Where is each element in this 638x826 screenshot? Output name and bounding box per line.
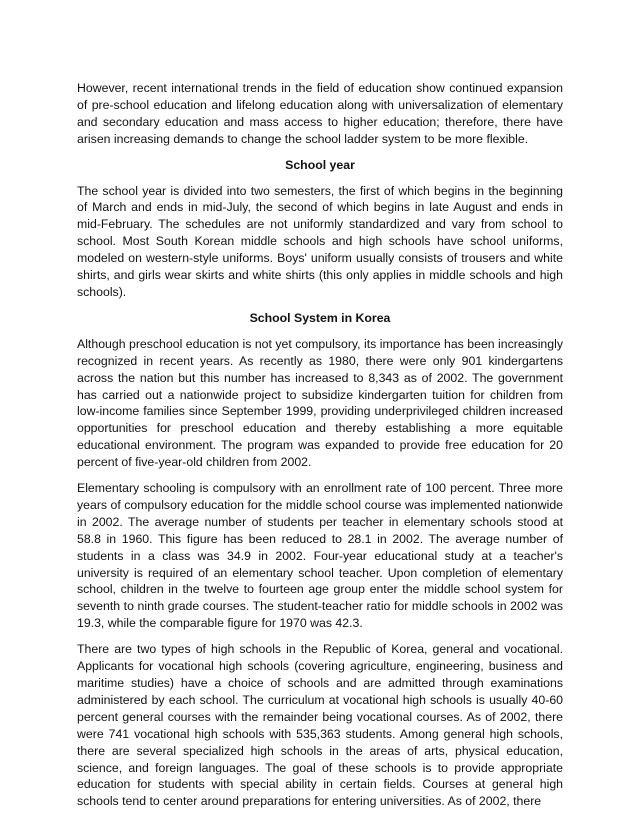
document-page [77, 80, 563, 810]
high-school-paragraph: There are two types of high schools in the Republic of Korea, general and vocational. Applicants for vocational high schools (covering agriculture, engineering, business and maritime studies) have a choice of schools and are admitted through examinations administered by each school. The curriculum at vocational high schools is usually 40-60 percent general courses with the remainder being vocational courses. As of 2002, there were 741 vocational high schools with 535,363 students. Among general high schools, there are several specialized high schools in the areas of arts, physical education, science, and foreign languages. The goal of these schools is to provide appropriate education for students with special ability in certain fields. Courses at general high schools tend to center around preparations for entering universities. As of 2002, there [77, 642, 563, 809]
school-year-paragraph: The school year is divided into two semesters, the first of which begins in the beginning of March and ends in mid-July, the second of which begins in late August and ends in mid-February. The schedules are not uniformly standardized and vary from school to school. Most South Korean middle schools and high schools have school uniforms, modeled on western-style uniforms. Boys' uniform usually consists of trousers and white shirts, and girls wear skirts and white shirts (this only applies in middle schools and high schools). [77, 183, 563, 299]
heading-school-system: School System in Korea [249, 310, 391, 325]
heading-school-year: School year [285, 157, 355, 172]
elementary-paragraph: Elementary schooling is compulsory with an enrollment rate of 100 percent. Three more years of compulsory education for the middle school course was implemented nationwide in 2002. The average number of students per teacher in elementary schools stood at 58.8 in 1960. This figure has been reduced to 28.1 in 2002. The average number of students in a class was 34.9 in 2002. Four-year educational study at a teacher's university is required of an elementary school teacher. Upon completion of elementary school, children in the twelve to fourteen age group enter the middle school system for seventh to ninth grade courses. The student-teacher ratio for middle schools in 2002 was 19.3, while the comparable figure for 1970 was 42.3. [77, 481, 563, 631]
preschool-paragraph: Although preschool education is not yet compulsory, its importance has been increasingly recognized in recent years. As recently as 1980, there were only 901 kindergartens across the nation but this number has increased to 8,343 as of 2002. The government has carried out a nationwide project to subsidize kindergarten tuition for children from low-income families since September 1999, providing underprivileged children increased opportunities for preschool education and thereby establishing a more equitable educational environment. The program was expanded to provide free education for 20 percent of five-year-old children from 2002. [77, 336, 563, 470]
intro-paragraph: However, recent international trends in the field of education show continued expansion of pre-school education and lifelong education along with universalization of elementary and secondary education and mass access to higher education; therefore, there have arisen increasing demands to change the school ladder system to be more flexible. [77, 81, 563, 146]
